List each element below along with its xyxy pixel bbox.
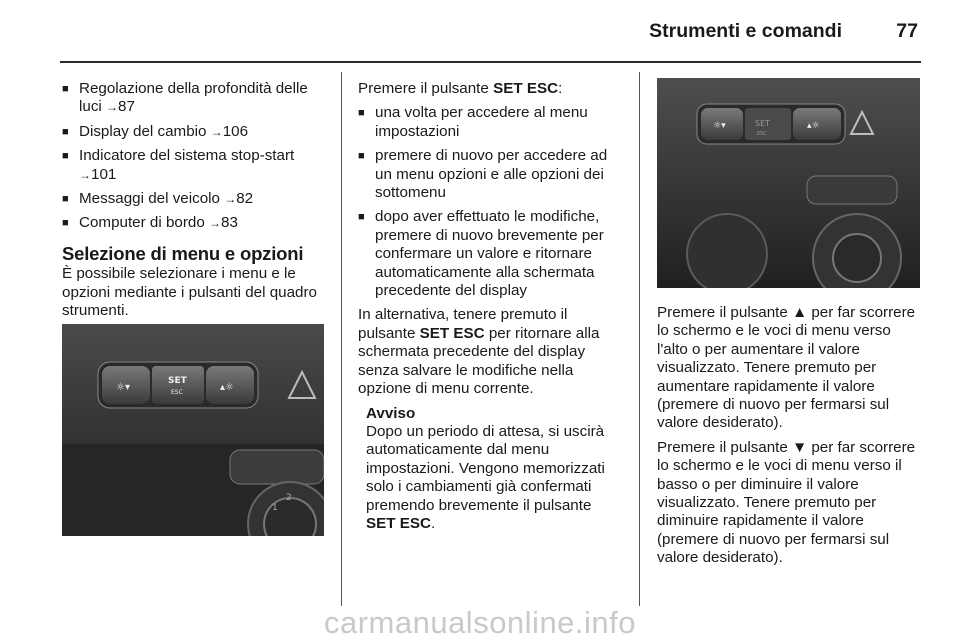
header-rule — [60, 61, 921, 63]
column-1 — [62, 80, 328, 326]
scroll-up-paragraph: Premere il pulsante ▲ per far scorrere lo schermo e le voci di menu verso l'alto o per aumentare il valore visualizzato. Tenere premuto per aumentare rapidamente il valore (premere di nuovo per fermarsi sul valore desiderato). — [657, 304, 916, 432]
page-header-title: Strumenti e comandi — [649, 20, 842, 42]
page-reference[interactable]: → 83 — [209, 214, 238, 231]
watermark-text: carmanualsonline.info — [323, 605, 637, 640]
list-item: ■ una volta per accedere al menu impostazioni — [358, 104, 624, 141]
set-esc-actions-list — [358, 104, 624, 300]
svg-text:☼▾: ☼▾ — [116, 382, 130, 393]
list-item: ■ Display del cambio → 106 — [62, 123, 328, 141]
alternative-paragraph: In alternativa, tenere premuto il pulsante SET ESC per ritornare alla schermata precedente del display senza salvare le modifiche nella opzione di menu corrente. — [358, 306, 600, 398]
column-2 — [358, 80, 624, 533]
set-button-label: SET — [168, 376, 187, 386]
set-button-label-2: SET — [755, 119, 771, 128]
list-item: ■ Messaggi del veicolo → 82 — [62, 190, 328, 208]
column-divider-2 — [639, 72, 640, 606]
column-3 — [657, 304, 923, 574]
svg-text:2: 2 — [286, 493, 292, 503]
column-divider-1 — [341, 72, 342, 606]
svg-text:☼▾: ☼▾ — [713, 121, 726, 131]
page-reference[interactable]: → 82 — [224, 190, 253, 207]
list-item: ■ Regolazione della profondità delle luci → 87 — [62, 80, 328, 117]
page-reference[interactable]: → 106 — [211, 123, 248, 140]
set-esc-button-ref: SET ESC — [493, 80, 559, 97]
esc-button-label: ESC — [171, 389, 183, 396]
svg-text:▴☼: ▴☼ — [220, 382, 234, 393]
page-reference[interactable]: → 87 — [106, 98, 135, 115]
esc-button-label-2: ESC — [757, 131, 767, 137]
reference-list — [62, 80, 328, 233]
list-item: ■ premere di nuovo per accedere ad un menu opzioni e alle opzioni dei sottomenu — [358, 147, 624, 202]
list-item: ■ dopo aver effettuato le modifiche, premere di nuovo brevemente per confermare un valore e ritornare automaticamente alla schermata precedente del display — [358, 208, 624, 300]
page-reference[interactable]: → 101 — [79, 166, 116, 183]
intro-paragraph: Premere il pulsante SET ESC: — [358, 80, 563, 97]
scroll-down-paragraph: Premere il pulsante ▼ per far scorrere lo schermo e le voci di menu verso il basso o per diminuire il valore visualizzato. Tenere premuto per diminuire rapidamente il valore (premere di nuovo per fermarsi sul valore desiderato). — [657, 438, 916, 567]
svg-text:▴☼: ▴☼ — [807, 121, 820, 131]
page-number: 77 — [896, 20, 918, 42]
svg-text:1: 1 — [272, 503, 278, 513]
list-item: ■ Indicatore del sistema stop-start → 101 — [62, 147, 328, 184]
notice-text: Dopo un periodo di attesa, si uscirà automaticamente dal menu impostazioni. Vengono memorizzati solo i cambiamenti già confermati premendo brevemente il pulsante SET ESC. — [366, 422, 605, 532]
notice-box — [358, 405, 624, 534]
dashboard-controls-photo — [657, 78, 920, 288]
section-heading: Selezione di menu e opzioni — [62, 242, 304, 264]
list-item: ■ Computer di bordo → 83 — [62, 214, 328, 232]
section-paragraph: È possibile selezionare i menu e le opzioni mediante i pulsanti del quadro strumenti. — [62, 265, 317, 320]
notice-title: Avviso — [366, 404, 416, 422]
dashboard-buttons-photo — [62, 324, 324, 536]
